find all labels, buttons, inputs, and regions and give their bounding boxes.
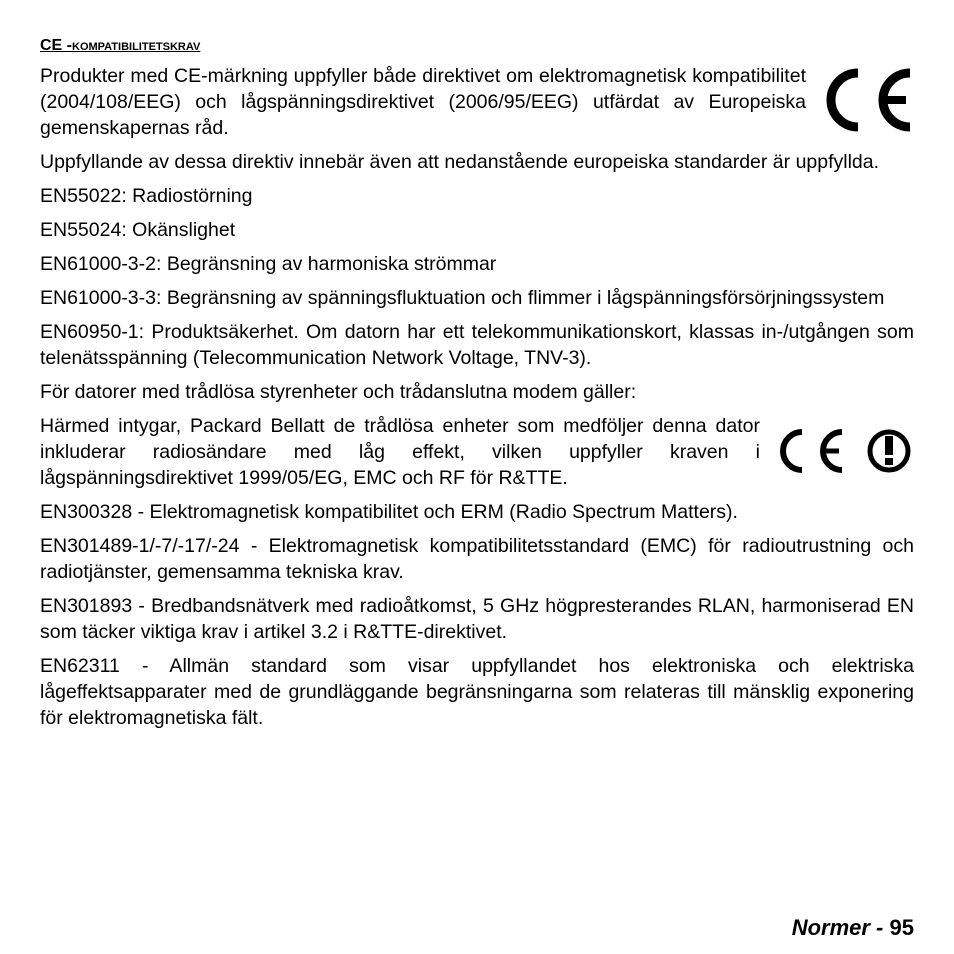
standard-item: EN55024: Okänslighet: [40, 219, 236, 241]
radio-standard-item: EN300328 - Elektromagnetisk kompatibilitet och ERM (Radio Spectrum Matters).: [40, 501, 738, 523]
declaration-paragraph: Härmed intygar, Packard Bellatt de trådlösa enheter som medföljer denna dator inkluderar radiosändare med låg effekt, vilken uppfyller kraven i lågspänningsdirektivet 1999/05/EG, EMC och RF för R&TTE.: [40, 415, 760, 489]
radio-standard-item: EN301893 - Bredbandsnätverk med radioåtkomst, 5 GHz högpresterandes RLAN, harmoniserad EN som täcker viktiga krav i artikel 3.2 i R&TTE-direktivet.: [40, 595, 914, 643]
intro-block: [40, 63, 914, 141]
standard-item: EN55022: Radiostörning: [40, 185, 253, 207]
page-footer: [792, 915, 914, 941]
ce-alert-mark-icon: [776, 427, 914, 475]
standards-intro: Uppfyllande av dessa direktiv innebär även att nedanstående europeiska standarder är uppfyllda.: [40, 151, 880, 173]
heading-title: kompatibilitetskrav: [72, 37, 201, 54]
declaration-block: [40, 413, 914, 491]
intro-paragraph: Produkter med CE-märkning uppfyller både direktivet om elektromagnetisk kompatibilitet (2004/108/EEG) och lågspänningsdirektivet (2006/95/EEG) utfärdat av Europeiska gemenskapernas råd.: [40, 65, 806, 139]
radio-standard-item: EN301489-1/-7/-17/-24 - Elektromagnetisk kompatibilitetsstandard (EMC) för radioutrustning och radiotjänster, gemensamma tekniska krav.: [40, 535, 914, 583]
standard-item: EN61000-3-3: Begränsning av spänningsfluktuation och flimmer i lågspänningsförsörjningssystem: [40, 287, 885, 309]
ce-mark-icon: [818, 65, 914, 135]
standard-item: EN60950-1: Produktsäkerhet. Om datorn har ett telekommunikationskort, klassas in-/utgången som telenätsspänning (Telecommunication Network Voltage, TNV-3).: [40, 321, 914, 369]
document-page: [40, 36, 914, 739]
wireless-intro: För datorer med trådlösa styrenheter och trådanslutna modem gäller:: [40, 381, 637, 403]
heading-prefix: CE -: [40, 37, 72, 54]
section-heading: [40, 36, 914, 56]
footer-section: Normer -: [791, 915, 884, 940]
radio-standard-item: EN62311 - Allmän standard som visar uppfyllandet hos elektroniska och elektriska lågeffektsapparater med de grundläggande begränsningarna som relateras till mänsklig exponering för elektromagnetiska fält.: [40, 655, 914, 729]
standard-item: EN61000-3-2: Begränsning av harmoniska strömmar: [40, 253, 497, 275]
page-number: 95: [889, 915, 914, 940]
